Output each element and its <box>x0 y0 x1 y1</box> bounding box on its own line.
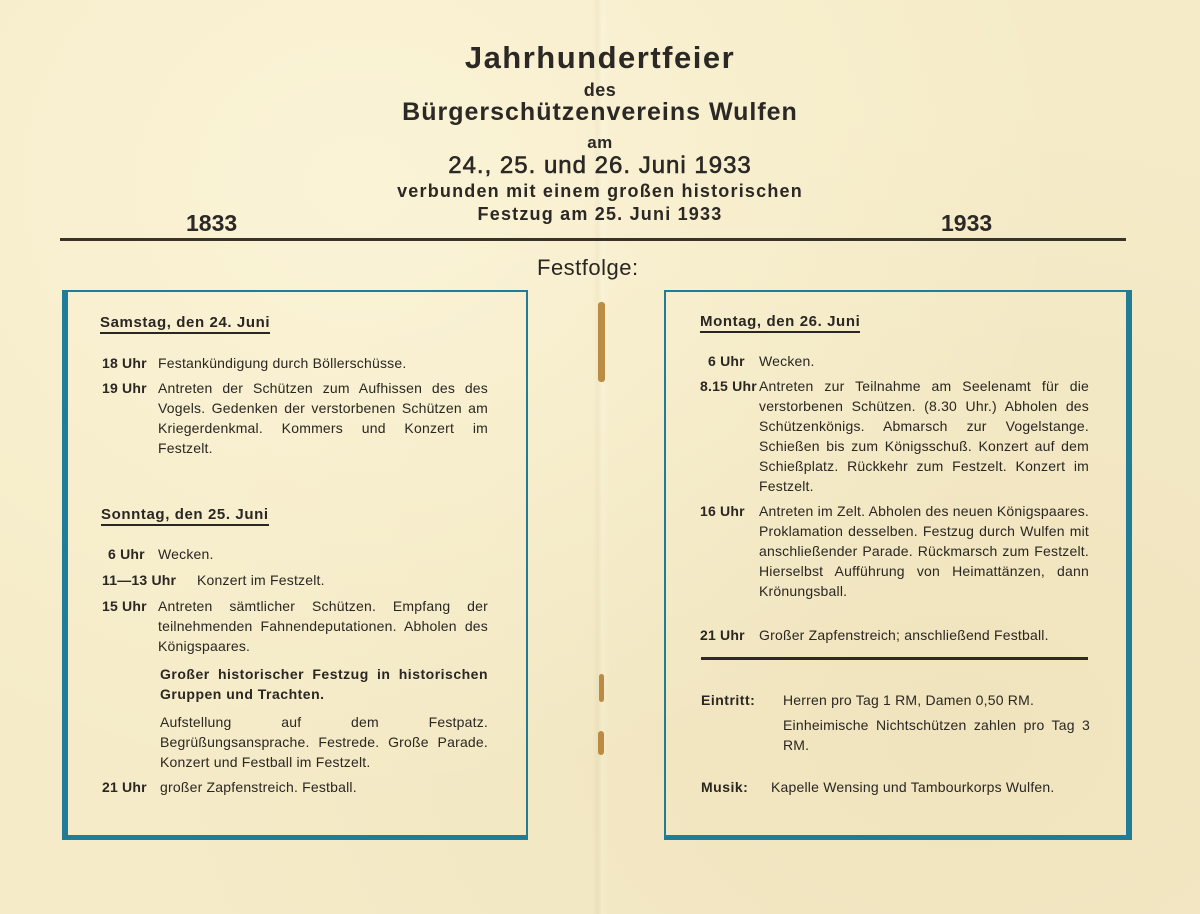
subtitle-line-2: Festzug am 25. Juni 1933 <box>477 204 723 224</box>
admission-label: Eintritt: <box>701 692 756 708</box>
program-entry <box>700 376 1090 496</box>
program-entry <box>700 625 1090 645</box>
entry-time: 8.15 Uhr <box>700 378 757 394</box>
document-title: Jahrhundertfeier <box>464 40 736 75</box>
entry-time: 6 Uhr <box>108 546 145 562</box>
admission-prices: Herren pro Tag 1 RM, Damen 0,50 RM. <box>783 692 1035 708</box>
entry-time: 21 Uhr <box>102 779 147 795</box>
association-name: Bürgerschützenvereins Wulfen <box>402 98 798 126</box>
staple-rust-mark <box>598 731 604 755</box>
staple-rust-mark <box>598 302 605 382</box>
entry-text: Großer Zapfenstreich; anschließend Festball. <box>759 627 1049 643</box>
entry-time: 21 Uhr <box>700 627 745 643</box>
program-entry <box>102 353 487 373</box>
entry-time: 18 Uhr <box>102 355 147 371</box>
staple-rust-mark <box>599 674 604 702</box>
program-entry <box>102 712 487 772</box>
entry-text: Wecken. <box>759 353 815 369</box>
admission-info <box>701 690 1091 753</box>
music-performers: Kapelle Wensing und Tambourkorps Wulfen. <box>771 779 1055 795</box>
entry-text: Aufstellung auf dem Festpatz. Begrüßungsansprache. Festrede. Große Parade. Konzert und Festball im Festzelt. <box>160 714 488 770</box>
entry-time: 11—13 Uhr <box>102 572 177 588</box>
day-heading-monday: Montag, den 26. Juni <box>700 313 860 333</box>
program-entry <box>700 501 1090 621</box>
day-heading-saturday: Samstag, den 24. Juni <box>100 314 270 334</box>
entry-text: Antreten im Zelt. Abholen des neuen Königspaares. Proklamation desselben. Festzug durch Wulfen mit anschließender Parade. Rückmarsch zum Festzelt. Hierselbst Aufführung von Heimattänzen, dann Krönungsball. <box>759 503 1089 599</box>
entry-time: 16 Uhr <box>700 503 745 519</box>
day-heading-sunday: Sonntag, den 25. Juni <box>101 506 269 526</box>
program-entry <box>102 777 487 797</box>
entry-time: 15 Uhr <box>102 598 147 614</box>
subtitle-line-1: verbunden mit einem großen historischen <box>397 181 803 201</box>
year-centenary: 1933 <box>941 210 993 236</box>
program-entry <box>102 378 487 458</box>
entry-time: 6 Uhr <box>708 353 745 369</box>
entry-text: Großer historischer Festzug in historischen Gruppen und Trachten. <box>160 666 488 702</box>
program-entry <box>102 544 487 564</box>
year-founded: 1833 <box>186 210 238 236</box>
program-entry <box>700 351 1090 371</box>
program-entry-highlight <box>102 664 487 704</box>
entry-text: großer Zapfenstreich. Festball. <box>160 779 357 795</box>
music-label: Musik: <box>701 779 749 795</box>
entry-text: Antreten der Schützen zum Aufhissen des des Vogels. Gedenken der verstorbenen Schützen am Kriegerdenkmal. Kommers und Konzert im Festzelt. <box>158 380 488 456</box>
music-info <box>701 777 1091 797</box>
title-connector-am: am <box>587 133 613 152</box>
title-connector-des: des <box>583 80 617 100</box>
header-divider <box>60 238 1126 241</box>
section-divider <box>701 657 1088 660</box>
entry-text: Wecken. <box>158 546 214 562</box>
entry-text: Festankündigung durch Böllerschüsse. <box>158 355 407 371</box>
admission-local-price: Einheimische Nichtschützen zahlen pro Tag 3 RM. <box>783 717 1090 753</box>
entry-text: Konzert im Festzelt. <box>197 572 325 588</box>
program-entry <box>102 570 487 590</box>
program-title: Festfolge: <box>537 255 639 280</box>
program-entry <box>102 596 487 656</box>
entry-time: 19 Uhr <box>102 380 147 396</box>
event-dates: 24., 25. und 26. Juni 1933 <box>448 152 752 179</box>
entry-text: Antreten zur Teilnahme am Seelenamt für die verstorbenen Schützen. (8.30 Uhr.) Abholen des Schützenkönigs. Abmarsch zur Vogelstange. Schießen bis zum Königsschuß. Konzert auf dem Schießplatz. Rückkehr zum Festzelt. Konzert im Festzelt. <box>759 378 1089 494</box>
entry-text: Antreten sämtlicher Schützen. Empfang der teilnehmenden Fahnendeputationen. Abholen des Königspaares. <box>158 598 488 654</box>
